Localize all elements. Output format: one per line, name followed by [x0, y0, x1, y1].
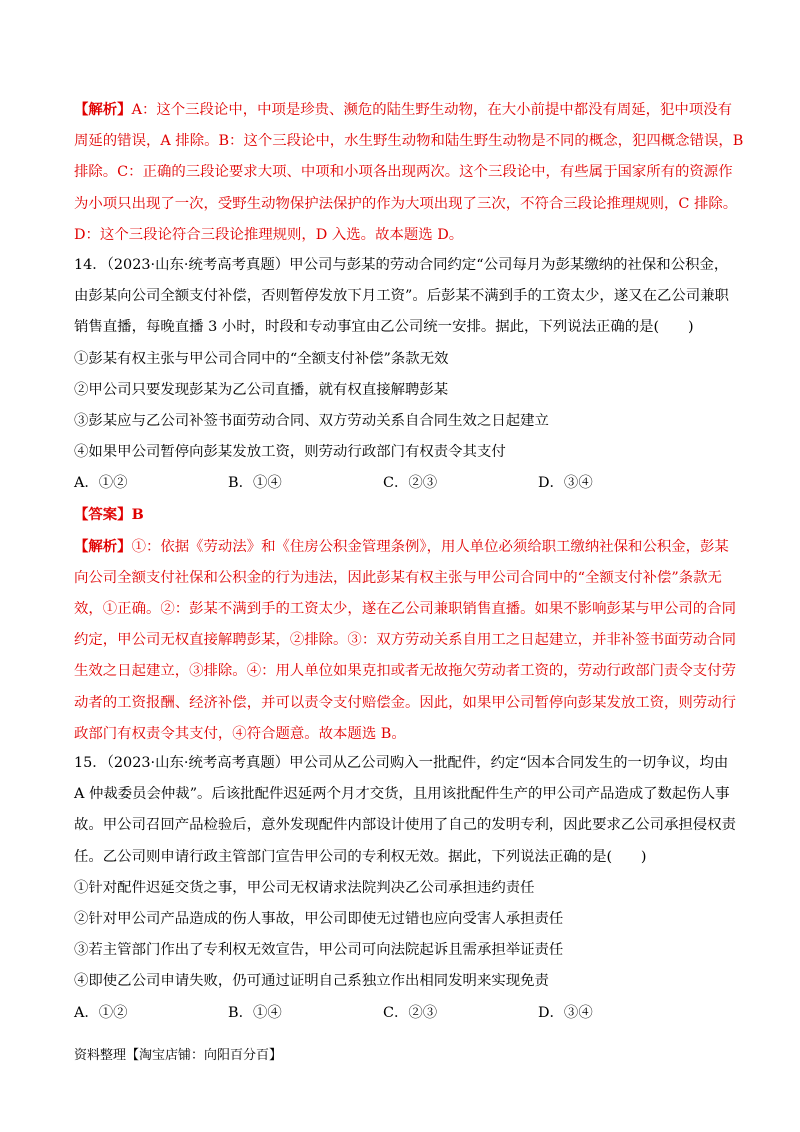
question-stem-line: 销售直播，每晚直播 3 小时，时段和专动事宜由乙公司统一安排。据此，下列说法正确的是( ) — [74, 319, 694, 336]
analysis-line: 【解析】A：这个三段论中，中项是珍贵、濒危的陆生野生动物，在大小前提中都没有周延，犯中项没有 — [74, 101, 732, 118]
analysis-line: 周延的错误，A 排除。B：这个三段论中，水生野生动物和陆生野生动物是不同的概念，犯四概念错误，B — [74, 133, 744, 150]
analysis-line: 政部门有权责令其支付，④符合题意。故本题选 B。 — [74, 725, 406, 742]
analysis-line: 向公司全额支付社保和公积金的行为违法，因此彭某有权主张与甲公司合同中的“全额支付补偿”条款无 — [74, 569, 722, 586]
statement-item: ②针对甲公司产品造成的伤人事故，甲公司即使无过错也应向受害人承担责任 — [74, 911, 564, 928]
question-stem-line: 任。乙公司则申请行政主管部门宣告甲公司的专利权无效。据此，下列说法正确的是( ) — [74, 848, 647, 865]
analysis-line: 动者的工资报酬、经济补偿，并可以责令支付赔偿金。因此，如果甲公司暂停向彭某发放工资，则劳动行 — [74, 694, 736, 711]
option-b: B．①④ — [228, 475, 282, 492]
analysis-line: 效，①正确。②：彭某不满到手的工资太少，遂在乙公司兼职销售直播。如果不影响彭某与甲公司的合同 — [74, 601, 736, 618]
option-c: C．②③ — [383, 475, 438, 492]
analysis-line: 【解析】①：依据《劳动法》和《住房公积金管理条例》，用人单位必须给职工缴纳社保和公积金，彭某 — [74, 537, 729, 555]
question-stem-line: 14．（2023·山东·统考高考真题）甲公司与彭某的劳动合同约定“公司每月为彭某缴纳的社保和公积金， — [74, 257, 729, 273]
option-a: A．①② — [74, 475, 128, 492]
question-14 — [74, 250, 736, 750]
statement-item: ④如果甲公司暂停向彭某发放工资，则劳动行政部门有权责令其支付 — [74, 444, 506, 461]
answer-label: 【答案】B — [74, 506, 144, 524]
answer-options — [74, 468, 730, 499]
analysis-q13 — [74, 94, 744, 251]
question-stem-line: 15．（2023·山东·统考高考真题）甲公司从乙公司购入一批配件，约定“因本合同发生的一切争议，均由 — [74, 755, 729, 771]
statement-item: ②甲公司只要发现彭某为乙公司直播，就有权直接解聘彭某 — [74, 381, 449, 398]
option-d: D．③④ — [538, 1004, 593, 1021]
page-footer: 资料整理【淘宝店铺：向阳百分百】 — [74, 1048, 283, 1063]
option-d: D．③④ — [538, 475, 593, 492]
statement-item: ③若主管部门作出了专利权无效宣告，甲公司可向法院起诉且需承担举证责任 — [74, 942, 564, 959]
analysis-line: 约定，甲公司无权直接解聘彭某，②排除。③：双方劳动关系自用工之日起建立，并非补签书面劳动合同 — [74, 632, 736, 649]
analysis-line: 为小项只出现了一次，受野生动物保护法保护的作为大项出现了三次，不符合三段论推理规则，C 排除。 — [74, 195, 738, 212]
analysis-line: 生效之日起建立，③排除。④：用人单位如果克扣或者无故拖欠劳动者工资的，劳动行政部门责令支付劳 — [74, 663, 736, 680]
statement-item: ④即使乙公司申请失败，仍可通过证明自己系独立作出相同发明来实现免责 — [74, 973, 549, 990]
question-stem-line: A 仲裁委员会仲裁”。后该批配件迟延两个月才交货，且用该批配件生产的甲公司产品造成了数起伤人事 — [74, 786, 730, 803]
question-15 — [74, 748, 736, 1029]
question-stem-line: 由彭某向公司全额支付补偿，否则暂停发放下月工资”。后彭某不满到手的工资太少，遂又在乙公司兼职 — [74, 288, 729, 305]
analysis-line: 排除。C：正确的三段论要求大项、中项和小项各出现两次。这个三段论中，有些属于国家所有的资源作 — [74, 164, 733, 181]
statement-item: ①针对配件迟延交货之事，甲公司无权请求法院判决乙公司承担违约责任 — [74, 879, 535, 896]
option-b: B．①④ — [228, 1004, 282, 1021]
statement-item: ①彭某有权主张与甲公司合同中的“全额支付补偿”条款无效 — [74, 350, 449, 367]
analysis-line: D：这个三段论符合三段论推理规则，D 入选。故本题选 D。 — [74, 226, 464, 243]
analysis-tag: 【解析】 — [74, 101, 132, 118]
analysis-q14 — [74, 531, 736, 750]
option-a: A．①② — [74, 1004, 128, 1021]
statement-item: ③彭某应与乙公司补签书面劳动合同、双方劳动关系自合同生效之日起建立 — [74, 413, 549, 430]
option-c: C．②③ — [383, 1004, 438, 1021]
analysis-tag: 【解析】 — [74, 537, 132, 555]
answer-options — [74, 998, 730, 1029]
question-stem-line: 故。甲公司召回产品检验后，意外发现配件内部设计使用了自己的发明专利，因此要求乙公司承担侵权责 — [74, 817, 736, 834]
